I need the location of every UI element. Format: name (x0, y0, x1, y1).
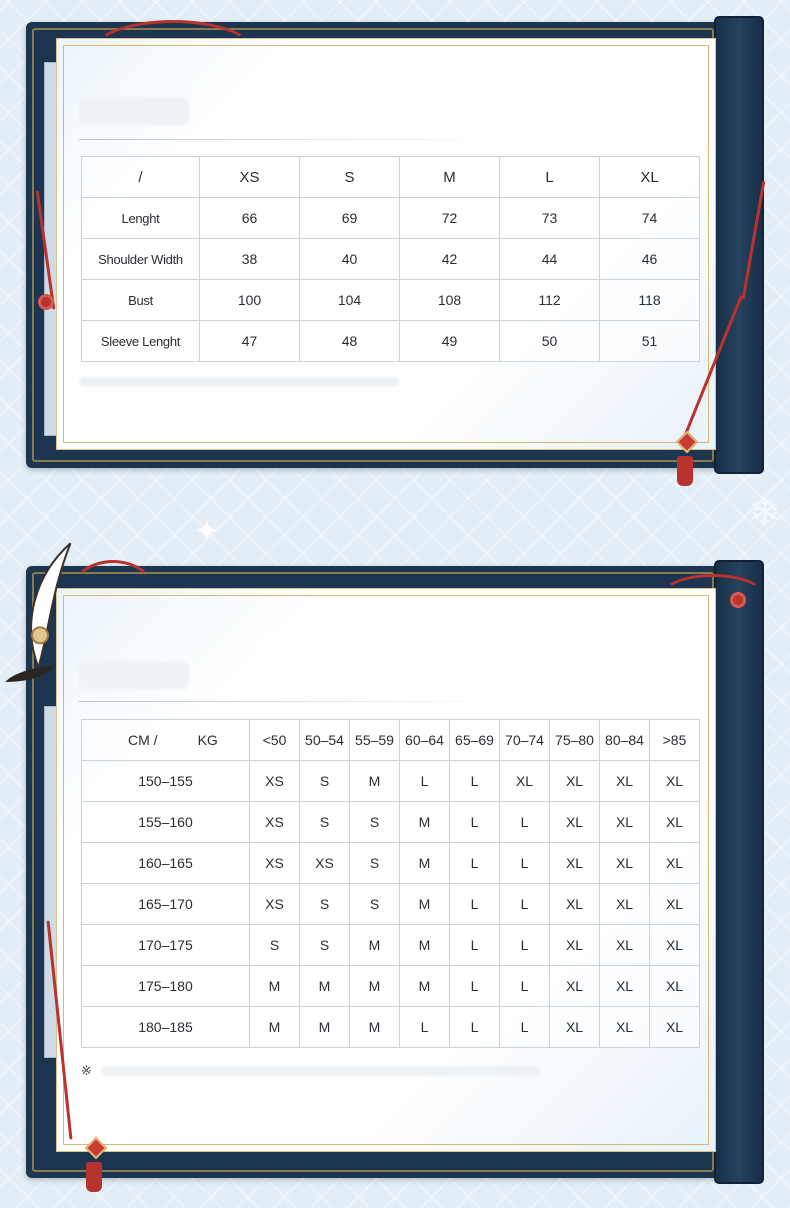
table-cell: XL (550, 884, 600, 925)
height-label: 155–160 (82, 802, 250, 843)
size-header: M (400, 157, 500, 198)
red-cord (90, 20, 256, 86)
table-cell: XL (650, 1007, 700, 1048)
table-cell: 46 (600, 239, 700, 280)
table-cell: 74 (600, 198, 700, 239)
table-cell: 104 (300, 280, 400, 321)
size-header: S (300, 157, 400, 198)
size-recommendation-panel (26, 566, 764, 1178)
height-unit-label: CM / (128, 732, 158, 748)
table-cell: 44 (500, 239, 600, 280)
row-label: Bust (82, 280, 200, 321)
table-row (82, 761, 700, 802)
table-cell: XL (500, 761, 550, 802)
table-cell: XL (600, 761, 650, 802)
table-cell: XL (650, 884, 700, 925)
blurred-title (79, 661, 189, 689)
table-cell: 51 (600, 321, 700, 362)
red-cord (70, 560, 156, 626)
table-cell: 108 (400, 280, 500, 321)
weight-unit-label: KG (197, 732, 218, 748)
table-cell: XL (650, 761, 700, 802)
sparkle-icon: ✦ (194, 515, 220, 548)
blurred-title (79, 97, 189, 125)
table-cell: 66 (200, 198, 300, 239)
table-cell: S (300, 802, 350, 843)
table-cell: M (350, 966, 400, 1007)
table-cell: S (300, 884, 350, 925)
table-cell: L (400, 1007, 450, 1048)
table-cell: XL (550, 1007, 600, 1048)
size-recommendation-table (81, 719, 700, 1048)
red-cord (660, 574, 766, 620)
table-cell: L (500, 925, 550, 966)
note-mark: ※ (81, 1063, 92, 1078)
faded-note (79, 377, 399, 387)
table-cell: S (300, 925, 350, 966)
table-cell: 47 (200, 321, 300, 362)
table-cell: 50 (500, 321, 600, 362)
table-row (82, 321, 700, 362)
height-label: 150–155 (82, 761, 250, 802)
table-cell: XL (550, 966, 600, 1007)
table-cell: XS (250, 761, 300, 802)
table-cell: L (500, 966, 550, 1007)
title-underline (79, 701, 499, 702)
table-cell: 49 (400, 321, 500, 362)
table-cell: XL (550, 843, 600, 884)
table-cell: 38 (200, 239, 300, 280)
table-cell: 100 (200, 280, 300, 321)
table-cell: XL (600, 966, 650, 1007)
weight-header: 60–64 (400, 720, 450, 761)
table-cell: M (400, 966, 450, 1007)
weight-header: 70–74 (500, 720, 550, 761)
table-row (82, 843, 700, 884)
table-row (82, 925, 700, 966)
table-cell: L (450, 925, 500, 966)
table-cell: L (450, 843, 500, 884)
table-cell: M (400, 843, 450, 884)
table-cell: XL (550, 761, 600, 802)
table-row (82, 1007, 700, 1048)
table-cell: XL (650, 966, 700, 1007)
table-header-row (82, 720, 700, 761)
table-cell: L (500, 1007, 550, 1048)
table-cell: L (450, 966, 500, 1007)
table-cell: M (400, 802, 450, 843)
corner-cell: / (82, 157, 200, 198)
table-cell: 73 (500, 198, 600, 239)
table-cell: L (450, 884, 500, 925)
weight-header: <50 (250, 720, 300, 761)
weight-header: >85 (650, 720, 700, 761)
table-cell: XS (250, 802, 300, 843)
weight-header: 80–84 (600, 720, 650, 761)
table-cell: L (500, 843, 550, 884)
table-header-row (82, 157, 700, 198)
row-label: Sleeve Lenght (82, 321, 200, 362)
height-label: 165–170 (82, 884, 250, 925)
table-cell: XL (550, 802, 600, 843)
table-cell: L (500, 884, 550, 925)
table-cell: S (300, 761, 350, 802)
weight-header: 75–80 (550, 720, 600, 761)
table-row (82, 239, 700, 280)
table-cell: XS (300, 843, 350, 884)
table-row (82, 802, 700, 843)
table-cell: XS (250, 884, 300, 925)
table-row (82, 966, 700, 1007)
corner-cell (82, 720, 250, 761)
height-label: 160–165 (82, 843, 250, 884)
table-cell: M (250, 966, 300, 1007)
snowflake-icon: ❄ (748, 491, 782, 535)
red-tassel (677, 456, 693, 486)
table-cell: 42 (400, 239, 500, 280)
row-label: Shoulder Width (82, 239, 200, 280)
height-label: 170–175 (82, 925, 250, 966)
table-cell: L (450, 1007, 500, 1048)
table-cell: L (400, 761, 450, 802)
table-cell: S (350, 802, 400, 843)
table-cell: L (450, 761, 500, 802)
table-cell: M (400, 925, 450, 966)
table-row (82, 884, 700, 925)
table-cell: L (450, 802, 500, 843)
weight-header: 65–69 (450, 720, 500, 761)
table-cell: XL (600, 884, 650, 925)
table-cell: 118 (600, 280, 700, 321)
table-cell: 72 (400, 198, 500, 239)
table-cell: S (350, 884, 400, 925)
recommendation-card (56, 588, 716, 1152)
size-header: XL (600, 157, 700, 198)
red-knot (38, 294, 54, 310)
red-knot (730, 592, 746, 608)
table-cell: 112 (500, 280, 600, 321)
table-cell: L (500, 802, 550, 843)
size-header: L (500, 157, 600, 198)
table-cell: M (350, 925, 400, 966)
weight-header: 55–59 (350, 720, 400, 761)
title-underline (79, 139, 499, 140)
table-cell: XS (250, 843, 300, 884)
size-measurement-table (81, 156, 700, 362)
table-cell: S (250, 925, 300, 966)
weight-header: 50–54 (300, 720, 350, 761)
table-cell: XL (550, 925, 600, 966)
size-chart-card (56, 38, 716, 450)
table-cell: XL (600, 1007, 650, 1048)
book-spine (714, 16, 764, 474)
table-cell: XL (650, 843, 700, 884)
book-spine (714, 560, 764, 1184)
red-tassel (86, 1162, 102, 1192)
table-cell: M (350, 1007, 400, 1048)
table-cell: 69 (300, 198, 400, 239)
size-chart-panel (26, 22, 764, 468)
height-label: 180–185 (82, 1007, 250, 1048)
table-cell: M (300, 1007, 350, 1048)
table-cell: M (300, 966, 350, 1007)
faded-note (101, 1066, 541, 1076)
table-cell: 48 (300, 321, 400, 362)
table-cell: M (400, 884, 450, 925)
height-label: 175–180 (82, 966, 250, 1007)
table-cell: XL (600, 802, 650, 843)
table-cell: XL (600, 843, 650, 884)
table-row (82, 198, 700, 239)
table-cell: M (250, 1007, 300, 1048)
size-header: XS (200, 157, 300, 198)
table-cell: XL (650, 802, 700, 843)
table-cell: 40 (300, 239, 400, 280)
table-cell: XL (650, 925, 700, 966)
table-cell: XL (600, 925, 650, 966)
table-cell: M (350, 761, 400, 802)
table-cell: S (350, 843, 400, 884)
row-label: Lenght (82, 198, 200, 239)
table-row (82, 280, 700, 321)
